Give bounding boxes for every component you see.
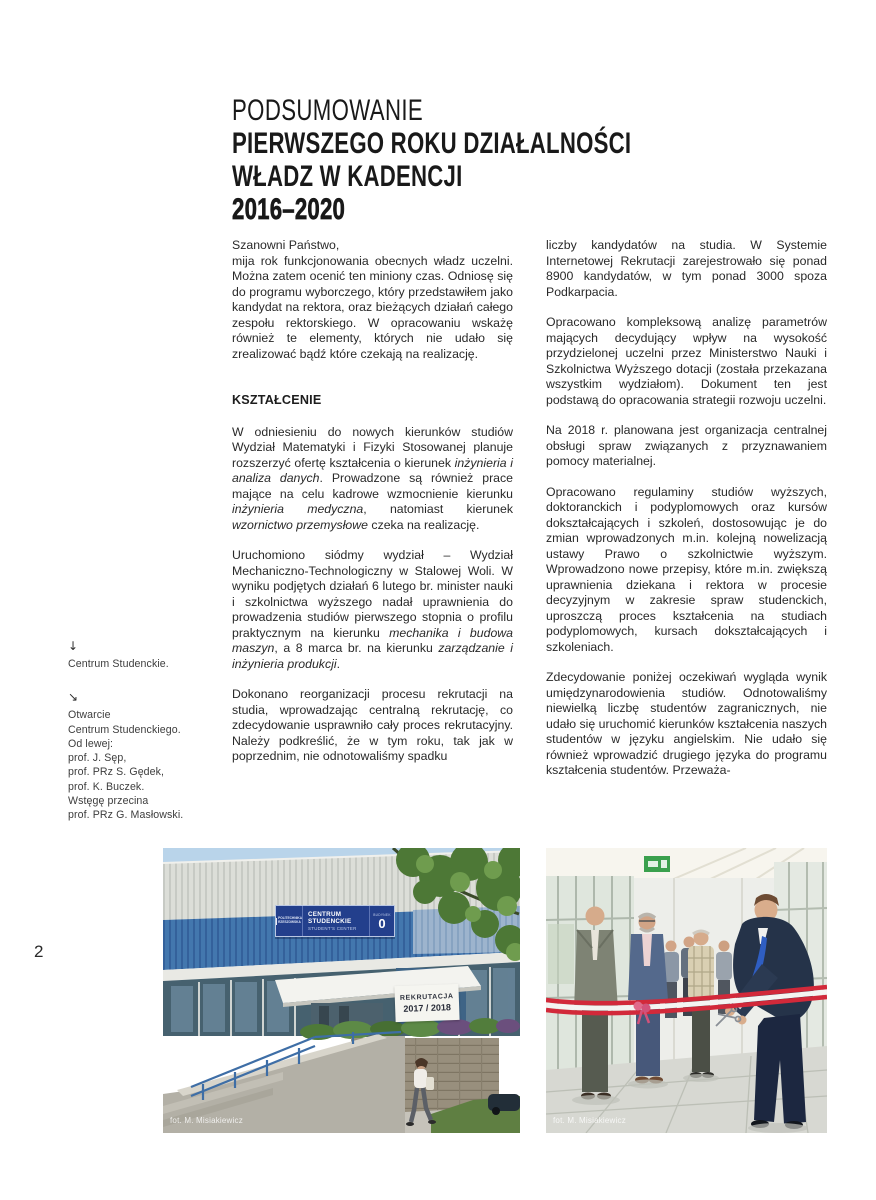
text-column-right (546, 238, 827, 779)
caption-line: prof. PRz S. Gędek, (68, 766, 165, 779)
paragraph: Uruchomiono siódmy wydział – Wydział Mechaniczno-Technologiczny w Stalowej Woli. W wyniku podjętych działań 6 lutego br. minister nauki i szkolnictwa wyższego nadał uprawnienia do prowadzenia studiów pierwszego stopnia o profilu praktycznym na kierunku mechanika i budowa maszyn, a 8 marca br. na kierunku zarządzanie i inżynieria produkcji. (232, 548, 514, 671)
caption-text: Centrum Studenckie. (68, 658, 169, 670)
building-label: BUDYNEK (373, 912, 391, 917)
intro-paragraph: Szanowni Państwo, mija rok funkcjonowania obecnych władz uczelni. Można zatem ocenić ten miniony czas. Odniosę się do programu wyborczego, który przedstawiłem jako kandydat na rektora, oraz bieżących działań całego zespołu rektorskiego. W opracowaniu wskażę również te elementy, których nie udało się zrealizować bądź które czekają na realizację. (232, 238, 513, 361)
recruitment-banner: REKRUTACJA 2017 / 2018 (394, 984, 459, 1022)
paragraph: Zdecydowanie poniżej oczekiwań wygląda wynik umiędzynarodowienia studiów. Odnotowaliśmy niewielką liczbę studentów zagranicznych, nie udało się uruchomić kierunków kształcenia naszych studentów w języku angielskim. Nie udało się również wprowadzić drugiego języka do programu kształcenia studentów. Przeważa- (546, 670, 827, 777)
caption-line: prof. PRz G. Masłowski. (68, 809, 184, 822)
title-years: 2016–2020 (232, 193, 346, 226)
paragraph: W odniesieniu do nowych kierunków studiów Wydział Matematyki i Fizyki Stosowanej planuje rozszerzyć ofertę kształcenia o kierunek inżynieria i analiza danych. Prowadzone są również prace mające na celu kadrowe wzmocnienie kierunku inżynieria medyczna, natomiast kierunek wzornictwo przemysłowe czeka na realizację. (232, 424, 514, 532)
caption-line: prof. J. Sęp, (68, 752, 127, 765)
photo-credit: fot. M. Misiakiewicz (170, 1116, 243, 1125)
paragraph: liczby kandydatów na studia. W Systemie Internetowej Rekrutacji zarejestrowało się ponad 8900 kandydatów, w tym ponad 3000 spoza Podkarpacia. (546, 238, 827, 299)
building-photo-illustration (163, 848, 520, 1133)
down-right-arrow-icon: ↘ (68, 690, 79, 705)
photo-ribbon-cutting (546, 848, 827, 1133)
caption-line: prof. K. Buczek. (68, 780, 145, 793)
building-number: 0 (378, 915, 386, 931)
paragraph: Dokonano reorganizacji procesu rekrutacji na studia, wprowadzając centralną rekrutację, co zdecydowanie usprawniło cały proces rekrutacyjny. Należy podkreślić, że w tym roku, tak jak w poprzednim, nie odnotowaliśmy spadku (232, 687, 513, 763)
text-column-left (232, 238, 513, 765)
section-heading-ksztalcenie: KSZTAŁCENIE (232, 393, 322, 407)
photo-captions-sidebar (68, 640, 198, 843)
photo-credit: fot. M. Misiakiewicz (553, 1116, 626, 1125)
paragraph: Opracowano regulaminy studiów wyższych, doktoranckich i podyplomowych oraz kursów dokształcających i szkoleń, dostosowując je do zmian wprowadzonych m.in. kolejną nowelizacją ustawy Prawo o szkolnictwie wyższym. Wprowadzono nowe przepisy, które m.in. zwiększą uprawnienia dziekana i rektora w procesie decyzyjnym w zakresie spraw studenckich, uproszczą proces kształcenia na studiach podyplomowych, kursach dokształcających i szkoleniach. (546, 484, 827, 654)
photo-caption-2 (68, 691, 198, 822)
title-line-3: WŁADZ W KADENCJI (232, 160, 463, 193)
down-arrow-icon: ↓ (68, 639, 79, 653)
salutation: Szanowni Państwo, (232, 238, 340, 252)
caption-line: Otwarcie (68, 709, 111, 722)
photo-centrum-studenckie-building (163, 848, 520, 1133)
page-number: 2 (34, 942, 44, 961)
title-line-2: PIERWSZEGO ROKU DZIAŁALNOŚCI (232, 127, 632, 160)
caption-line: Centrum Studenckiego. (68, 723, 181, 736)
paragraph: Na 2018 r. planowana jest organizacja centralnej obsługi spraw związanych z przyznawaniem pomocy materialnej. (546, 423, 827, 468)
sign-subtitle: STUDENT'S CENTER (308, 926, 357, 931)
building-sign (275, 905, 395, 937)
sign-title: CENTRUM STUDENCKIE (308, 911, 352, 925)
ribbon-cutting-photo-illustration (546, 848, 827, 1133)
page-title (232, 94, 631, 226)
paragraph: Opracowano kompleksową analizę parametrów mających decydujący wpływ na wysokość przydzielonej uczelni przez Ministerstwo Nauki i Szkolnictwa Wyższego dotacji (została przekazana wszystkim wydziałom). Dokument ten jest podstawą do opracowania strategii rozwoju uczelni. (546, 315, 827, 407)
caption-line: Wstęgę przecina (68, 795, 149, 808)
exit-sign (644, 856, 670, 872)
title-line-1: PODSUMOWANIE (232, 94, 424, 127)
photo-caption-1 (68, 640, 198, 671)
university-logo: POLITECHNIKA RZESZOWSKA (276, 906, 303, 936)
caption-line: Od lewej: (68, 737, 114, 750)
